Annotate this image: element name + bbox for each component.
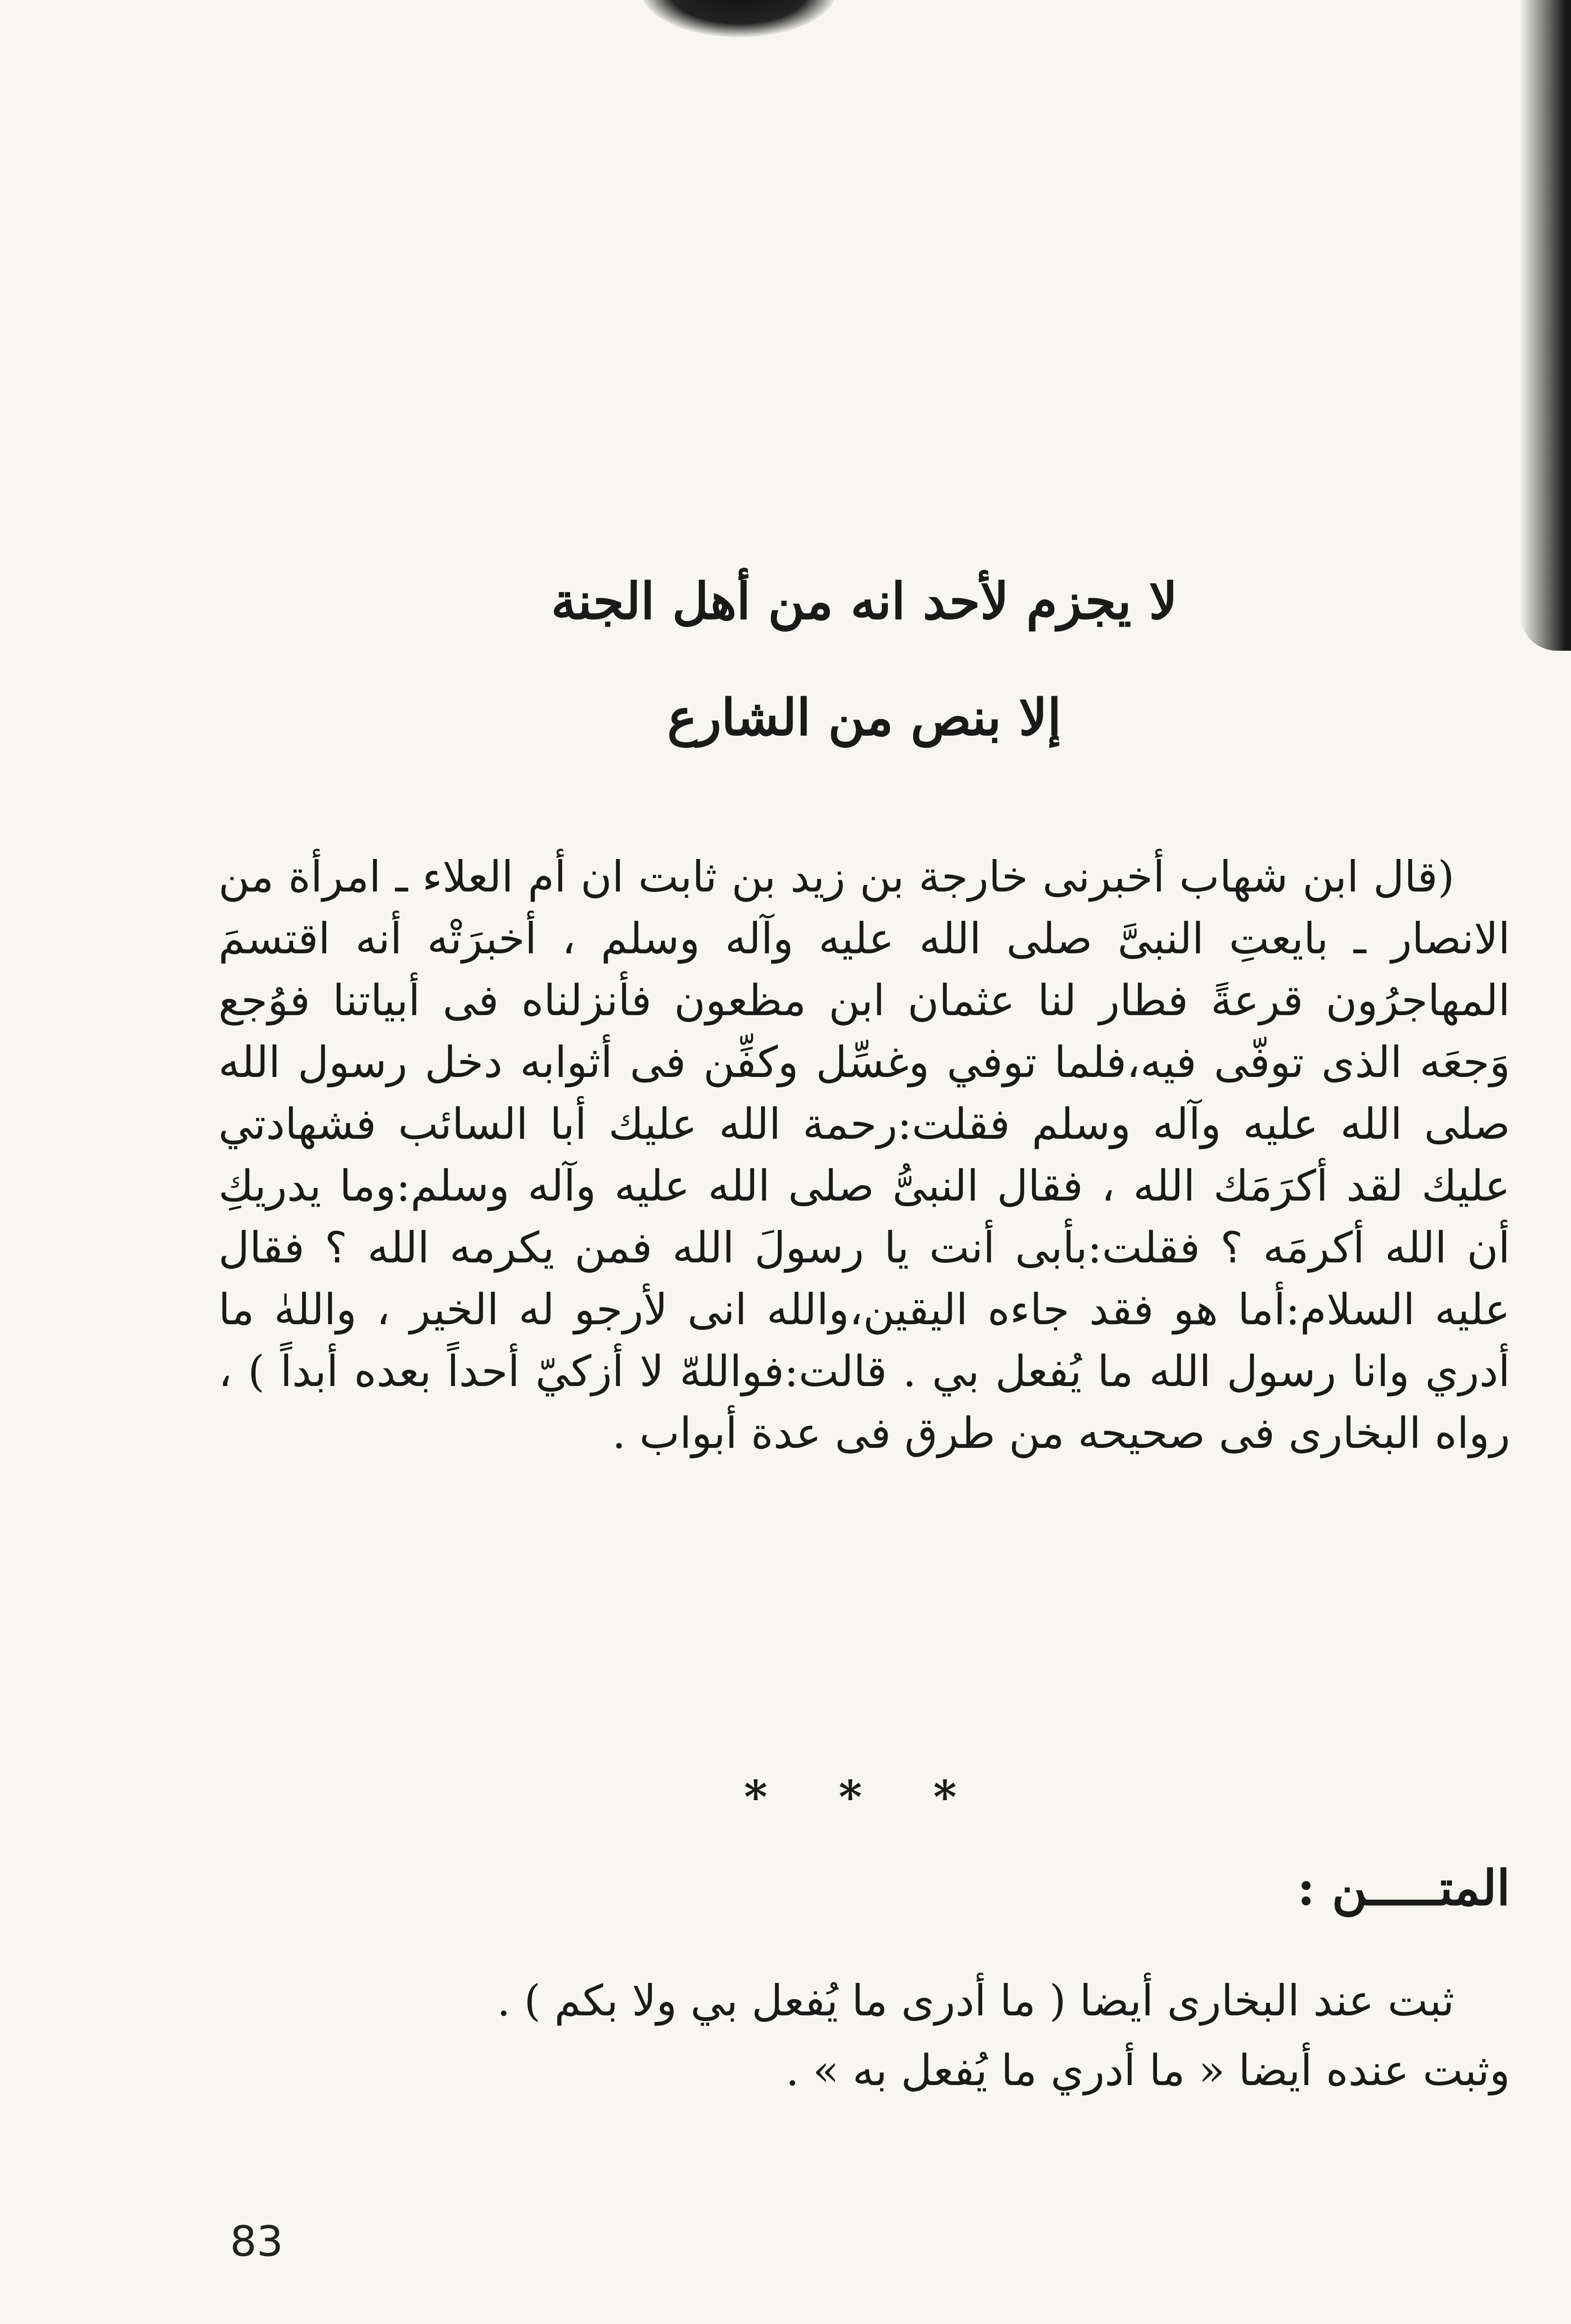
hadith-paragraph: (قال ابن شهاب أخبرنى خارجة بن زيد بن ثابت ان أم العلاء ـ امرأة من الانصار ـ بايعتِ النبىَّ صلى الله عليه وآله وسلم ، أخبرَتْه أنه اقتسمَ المهاجرُون قرعةً فطار لنا عثمان ابن مظعون فأنزلناه فى أبياتنا فوُجع وَجعَه الذى توفّى فيه،فلما توفي وغسِّل وكفِّن فى أثوابه دخل رسول الله صلى الله عليه وآله وسلم فقلت:رحمة الله عليك أبا السائب فشهادتي عليك لقد أكرَمَك الله ، فقال النبىُّ صلى الله عليه وآله وسلم:وما يدريكِ أن الله أكرمَه ؟ فقلت:بأبى أنت يا رسولَ الله فمن يكرمه الله ؟ فقال عليه السلام:أما هو فقد جاءه اليقين،والله انى لأرجو له الخير ، واللهٰ ما أدري وانا رسول الله ما يُفعل بي . قالت:فواللهّ لا أزكيّ أحداً بعده أبداً ) ، رواه البخارى فى صحيحه من طرق فى عدة أبواب . xyxy=(218,852,1510,1458)
chapter-title-line-2: إلا بنص من الشارع xyxy=(667,688,1062,747)
scan-artifact-right-edge xyxy=(1520,0,1571,651)
matn-line-2: وثبت عنده أيضا « ما أدري ما يُفعل به » . xyxy=(785,2046,1510,2095)
chapter-title-line-1: لا يجزم لأحد انه من أهل الجنة xyxy=(551,572,1178,631)
scan-artifact-top xyxy=(641,0,836,37)
hadith-text-block xyxy=(218,846,1510,1464)
matn-line-1: ثبت عند البخارى أيضا ( ما أدرى ما يُفعل بي ولا بكم ) . xyxy=(497,1976,1454,2026)
page-number: 83 xyxy=(230,2217,283,2266)
matn-text-block xyxy=(218,1966,1510,2106)
section-separator: * * * xyxy=(744,1771,985,1823)
matn-heading: المتـــــن : xyxy=(1297,1859,1510,1916)
